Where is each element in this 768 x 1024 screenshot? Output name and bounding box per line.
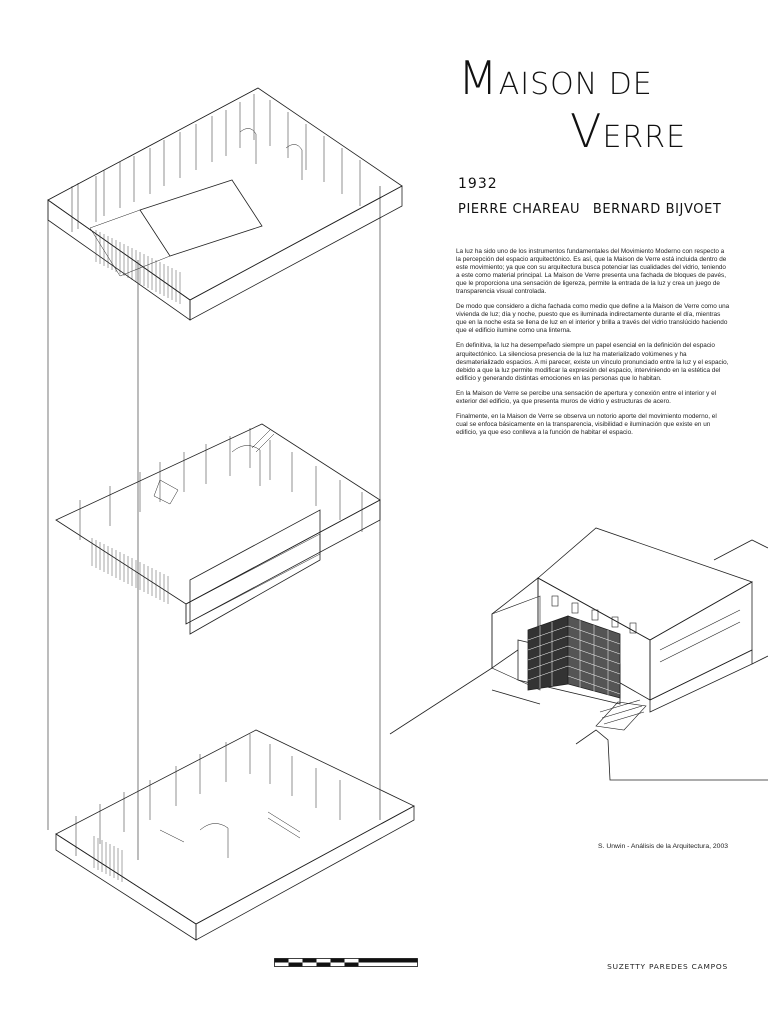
paragraph-2: De modo que considero a dicha fachada como medio que define a la Maison de Verre como una vivienda de luz; día y noche, puesto que es iluminada indirectamente durante el día, mientras que en la noche esta se llena de luz en el interior y brilla a través del vidrio translúcido haciendo que el edificio ilumine como una linterna. bbox=[456, 303, 730, 335]
title-line1-rest: AISON DE bbox=[498, 67, 653, 102]
floor-plan-lower bbox=[56, 730, 414, 940]
title-line2-rest: ERRE bbox=[602, 120, 687, 155]
author-2: BERNARD BIJVOET bbox=[592, 202, 722, 217]
paragraph-1: La luz ha sido uno de los instrumentos fundamentales del Movimiento Moderno con respecto a la percepción del espacio arquitectónico. Es así, que la Maison de Verre está incluida dentro de este movimiento; ya que con su arquitectura busca potenciar las cualidades del vidrio, teniendo a este como material principal. La Maison de Verre presenta una fachada de bloques de pavés, que le proporciona una sensación de ligereza, permite la entrada de la luz y crea un juego de transparencia visual controlada. bbox=[456, 248, 727, 296]
essay-text bbox=[456, 248, 730, 444]
page-title bbox=[458, 52, 738, 158]
author-signature: SUZETTY PAREDES CAMPOS bbox=[607, 962, 728, 971]
paragraph-5: Finalmente, en la Maison de Verre se observa un notorio aporte del movimiento moderno, el cual se enfoca básicamente en la transparencia, visibilidad e iluminación que existe en un edificio, ya que eso conlleva a la función de habitar el espacio. bbox=[456, 412, 717, 436]
paragraph-4: En la Maison de Verre se percibe una sensación de apertura y conexión entre el interior y el exterior del edificio, ya que presenta muros de vidrio y estructuras de acero. bbox=[456, 389, 717, 405]
glass-facade-hatch-middle bbox=[92, 538, 168, 604]
image-caption: S. Unwin - Análisis de la Arquitectura, 2003 bbox=[598, 843, 728, 850]
title-line1-cap: M bbox=[458, 51, 499, 105]
glass-facade-hatch-lower bbox=[94, 836, 122, 882]
title-line2-cap: V bbox=[570, 104, 603, 158]
year: 1932 bbox=[458, 176, 498, 192]
glass-block-facade bbox=[528, 616, 620, 698]
building-perspective bbox=[390, 528, 768, 780]
floor-plan-middle bbox=[56, 424, 380, 634]
authors bbox=[458, 202, 729, 217]
stack-guide-lines bbox=[48, 88, 380, 860]
paragraph-3: En definitiva, la luz ha desempeñado siempre un papel esencial en la definición del espacio arquitectónico. La silenciosa presencia de la luz ha materializado volúmenes y ha desmaterializado espacios. A mi parecer, existe un vínculo pronunciado entre la luz y el espacio, debido a que la luz permite modificar la expresión del espacio, interviniendo en la estética del edificio y generando distintas emociones en las personas que lo habitan. bbox=[456, 342, 729, 382]
scale-bar bbox=[274, 958, 418, 967]
floor-plan-upper bbox=[48, 88, 402, 320]
author-1: PIERRE CHAREAU bbox=[458, 202, 581, 217]
